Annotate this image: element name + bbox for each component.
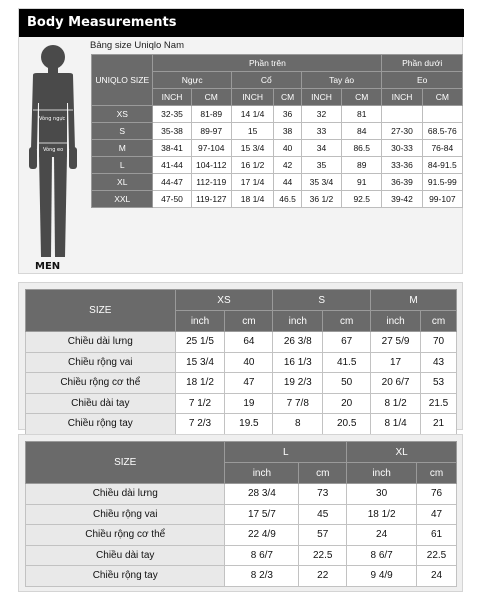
table-row — [26, 566, 457, 587]
row-label: XS — [92, 106, 153, 123]
table-cell: 20.5 — [323, 414, 371, 435]
size-header: XL — [347, 442, 457, 463]
table-cell: 70 — [421, 332, 457, 353]
table-cell: 44-47 — [153, 174, 191, 191]
size-header: S — [273, 290, 371, 311]
table-row — [92, 191, 463, 208]
unit-header: cm — [417, 463, 457, 484]
table-cell: 8 6/7 — [225, 545, 299, 566]
table-cell: 8 1/4 — [371, 414, 421, 435]
size-header: L — [225, 442, 347, 463]
table-row — [92, 157, 463, 174]
garment-size-table-small — [25, 289, 457, 435]
table-cell: 25 1/5 — [175, 332, 225, 353]
lower-group-header: Phần dưới — [382, 55, 463, 72]
table-row — [26, 484, 457, 505]
table-cell: 16 1/2 — [231, 157, 273, 174]
table-cell: 24 — [347, 525, 417, 546]
table-cell: 18 1/2 — [347, 504, 417, 525]
row-label: XL — [92, 174, 153, 191]
table-cell: 27-30 — [382, 123, 422, 140]
row-label: Chiều rộng cơ thể — [26, 525, 225, 546]
table-cell: 36-39 — [382, 174, 422, 191]
table-cell: 119-127 — [191, 191, 231, 208]
table-cell: 20 6/7 — [371, 373, 421, 394]
unit-header: INCH — [153, 89, 191, 106]
table-cell: 35 — [301, 157, 341, 174]
table-cell: 8 6/7 — [347, 545, 417, 566]
table-cell: 99-107 — [422, 191, 462, 208]
table-cell: 86.5 — [342, 140, 382, 157]
table-cell: 89 — [342, 157, 382, 174]
table-cell: 15 3/4 — [231, 140, 273, 157]
table-cell — [422, 106, 462, 123]
table-cell: 46.5 — [274, 191, 302, 208]
table-cell: 39-42 — [382, 191, 422, 208]
table-cell: 112-119 — [191, 174, 231, 191]
table-cell: 16 1/3 — [273, 352, 323, 373]
table-cell: 17 5/7 — [225, 504, 299, 525]
table-cell: 21 — [421, 414, 457, 435]
waist-label: Vòng eo — [43, 147, 64, 153]
body-figure — [19, 39, 87, 273]
table-cell: 8 2/3 — [225, 566, 299, 587]
size-corner-header: SIZE — [26, 290, 176, 332]
unit-header: cm — [323, 311, 371, 332]
table-cell: 42 — [274, 157, 302, 174]
row-label: Chiều dài lưng — [26, 332, 176, 353]
table-row — [92, 106, 463, 123]
table-row — [26, 332, 457, 353]
table-cell: 84-91.5 — [422, 157, 462, 174]
unit-header: inch — [175, 311, 225, 332]
table-cell: 30-33 — [382, 140, 422, 157]
table-cell: 61 — [417, 525, 457, 546]
table-cell: 35 3/4 — [301, 174, 341, 191]
table-cell: 7 2/3 — [175, 414, 225, 435]
table-cell: 92.5 — [342, 191, 382, 208]
table-cell: 22 — [299, 566, 347, 587]
table-row — [26, 545, 457, 566]
table-cell: 14 1/4 — [231, 106, 273, 123]
table-cell: 28 3/4 — [225, 484, 299, 505]
table-cell: 22.5 — [299, 545, 347, 566]
table-cell: 15 — [231, 123, 273, 140]
measure-header: Tay áo — [301, 72, 382, 89]
table-cell: 73 — [299, 484, 347, 505]
size-table-body — [92, 106, 463, 208]
table-cell: 36 — [274, 106, 302, 123]
table-cell: 47-50 — [153, 191, 191, 208]
table-cell: 9 4/9 — [347, 566, 417, 587]
table-cell: 47 — [225, 373, 273, 394]
panel-title: Body Measurements — [19, 9, 464, 37]
table-cell: 17 1/4 — [231, 174, 273, 191]
unit-header: INCH — [231, 89, 273, 106]
table-cell: 17 — [371, 352, 421, 373]
row-label: Chiều rộng vai — [26, 504, 225, 525]
table-cell: 104-112 — [191, 157, 231, 174]
table-cell: 89-97 — [191, 123, 231, 140]
table-row — [26, 393, 457, 414]
unit-header: cm — [225, 311, 273, 332]
table-cell: 27 5/9 — [371, 332, 421, 353]
table-cell: 68.5-76 — [422, 123, 462, 140]
table-cell: 22.5 — [417, 545, 457, 566]
table-cell: 81 — [342, 106, 382, 123]
table-cell: 41.5 — [323, 352, 371, 373]
table-cell: 45 — [299, 504, 347, 525]
row-label: Chiều dài tay — [26, 393, 176, 414]
table-cell: 18 1/2 — [175, 373, 225, 394]
table-cell: 34 — [301, 140, 341, 157]
gender-label: MEN — [35, 261, 61, 272]
table-cell: 15 3/4 — [175, 352, 225, 373]
unit-header: CM — [422, 89, 462, 106]
measure-header: Ngực — [153, 72, 231, 89]
table-cell: 30 — [347, 484, 417, 505]
garment-table-body-large — [26, 484, 457, 587]
table-cell: 20 — [323, 393, 371, 414]
unit-header: CM — [191, 89, 231, 106]
uniqlo-size-table — [91, 54, 463, 208]
table-cell: 41-44 — [153, 157, 191, 174]
table-cell: 8 — [273, 414, 323, 435]
table-cell: 76-84 — [422, 140, 462, 157]
row-label: Chiều dài lưng — [26, 484, 225, 505]
table-cell: 91 — [342, 174, 382, 191]
table-cell: 26 3/8 — [273, 332, 323, 353]
table-cell: 38-41 — [153, 140, 191, 157]
table-cell: 19.5 — [225, 414, 273, 435]
table-cell: 64 — [225, 332, 273, 353]
table-cell: 33 — [301, 123, 341, 140]
table-cell: 76 — [417, 484, 457, 505]
row-label: Chiều rộng tay — [26, 566, 225, 587]
garment-size-panel-small — [18, 282, 463, 430]
table-cell: 91.5-99 — [422, 174, 462, 191]
table-cell — [382, 106, 422, 123]
table-cell: 84 — [342, 123, 382, 140]
table-cell: 19 — [225, 393, 273, 414]
table-cell: 32 — [301, 106, 341, 123]
body-measurements-panel — [18, 8, 463, 274]
row-label: L — [92, 157, 153, 174]
table-cell: 97-104 — [191, 140, 231, 157]
size-table-caption: Bảng size Uniqlo Nam — [90, 40, 184, 51]
table-cell: 40 — [274, 140, 302, 157]
table-cell: 67 — [323, 332, 371, 353]
table-row — [26, 525, 457, 546]
table-cell: 35-38 — [153, 123, 191, 140]
table-row — [26, 352, 457, 373]
table-cell: 81-89 — [191, 106, 231, 123]
row-label: Chiều rộng cơ thể — [26, 373, 176, 394]
table-row — [92, 123, 463, 140]
unit-header: CM — [342, 89, 382, 106]
table-cell: 32-35 — [153, 106, 191, 123]
table-cell: 18 1/4 — [231, 191, 273, 208]
table-cell: 57 — [299, 525, 347, 546]
unit-header: inch — [225, 463, 299, 484]
unit-header: INCH — [301, 89, 341, 106]
garment-size-table-large — [25, 441, 457, 587]
table-cell: 21.5 — [421, 393, 457, 414]
unit-header: cm — [421, 311, 457, 332]
table-row — [26, 373, 457, 394]
table-cell: 43 — [421, 352, 457, 373]
unit-header: INCH — [382, 89, 422, 106]
table-cell: 7 1/2 — [175, 393, 225, 414]
size-header: M — [371, 290, 457, 311]
garment-size-panel-large — [18, 434, 463, 592]
upper-group-header: Phần trên — [153, 55, 382, 72]
table-cell: 40 — [225, 352, 273, 373]
table-cell: 19 2/3 — [273, 373, 323, 394]
unit-header: inch — [273, 311, 323, 332]
garment-table-body-small — [26, 332, 457, 435]
corner-header: UNIQLO SIZE — [92, 55, 153, 106]
table-cell: 38 — [274, 123, 302, 140]
table-row — [26, 414, 457, 435]
row-label: S — [92, 123, 153, 140]
unit-header: CM — [274, 89, 302, 106]
row-label: Chiều rộng vai — [26, 352, 176, 373]
chest-label: Vòng ngực — [39, 116, 66, 122]
row-label: Chiều rộng tay — [26, 414, 176, 435]
row-label: XXL — [92, 191, 153, 208]
table-cell: 8 1/2 — [371, 393, 421, 414]
table-row — [26, 504, 457, 525]
row-label: Chiều dài tay — [26, 545, 225, 566]
size-header: XS — [175, 290, 273, 311]
table-cell: 33-36 — [382, 157, 422, 174]
unit-header: cm — [299, 463, 347, 484]
unit-header: inch — [371, 311, 421, 332]
table-cell: 47 — [417, 504, 457, 525]
table-row — [92, 140, 463, 157]
measure-header: Eo — [382, 72, 463, 89]
table-cell: 7 7/8 — [273, 393, 323, 414]
table-cell: 44 — [274, 174, 302, 191]
size-corner-header: SIZE — [26, 442, 225, 484]
table-cell: 22 4/9 — [225, 525, 299, 546]
measure-header: Cổ — [231, 72, 301, 89]
table-row — [92, 174, 463, 191]
table-cell: 50 — [323, 373, 371, 394]
unit-header: inch — [347, 463, 417, 484]
table-cell: 36 1/2 — [301, 191, 341, 208]
table-cell: 53 — [421, 373, 457, 394]
row-label: M — [92, 140, 153, 157]
table-cell: 24 — [417, 566, 457, 587]
